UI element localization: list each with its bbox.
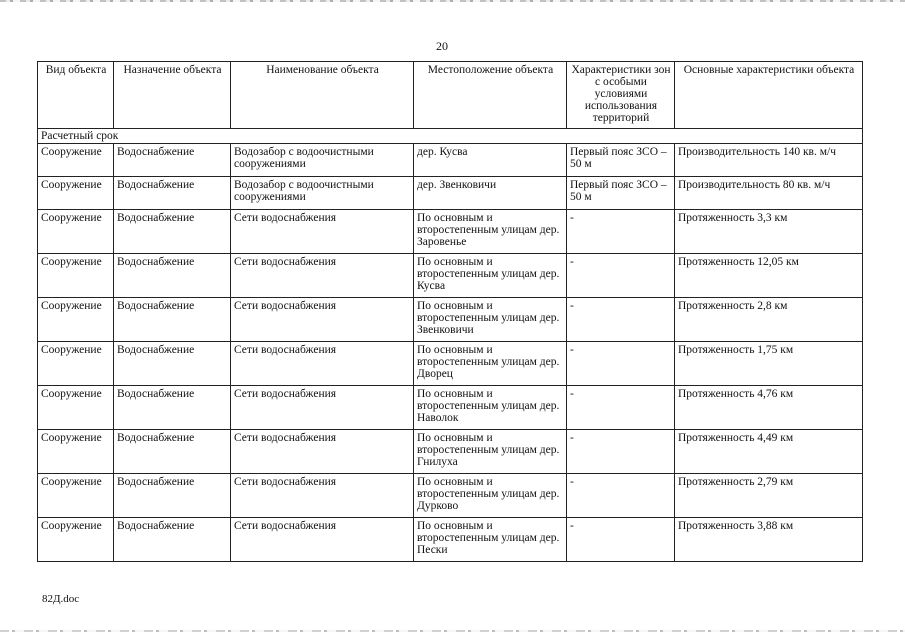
cell-object-name: Сети водоснабжения [231,254,414,298]
page-number: 20 [436,39,448,53]
cell-zone-characteristics: Первый пояс ЗСО – 50 м [567,177,675,210]
header-main-characteristics: Основные характеристики объекта [675,62,863,129]
table-row [38,518,863,562]
cell-object-purpose: Водоснабжение [114,210,231,254]
table-row [38,144,863,177]
cell-object-location: По основным и второстепенным улицам дер. Пески [414,518,567,562]
cell-main-characteristics: Протяженность 2,79 км [675,474,863,518]
cell-main-characteristics: Протяженность 2,8 км [675,298,863,342]
header-zone-characteristics: Характеристики зон с особыми условиями использования территорий [567,62,675,129]
cell-main-characteristics: Протяженность 12,05 км [675,254,863,298]
cell-object-purpose: Водоснабжение [114,342,231,386]
cell-object-location: По основным и второстепенным улицам дер. Дворец [414,342,567,386]
cell-zone-characteristics: - [567,518,675,562]
cell-zone-characteristics: - [567,210,675,254]
cell-object-purpose: Водоснабжение [114,518,231,562]
cell-object-name: Сети водоснабжения [231,210,414,254]
table-row [38,430,863,474]
cell-object-type: Сооружение [38,254,114,298]
table-row [38,210,863,254]
cell-zone-characteristics: - [567,342,675,386]
cell-object-location: дер. Кусва [414,144,567,177]
cell-main-characteristics: Производительность 80 кв. м/ч [675,177,863,210]
cell-object-name: Сети водоснабжения [231,474,414,518]
cell-object-location: По основным и второстепенным улицам дер. Заровенье [414,210,567,254]
cell-main-characteristics: Протяженность 3,3 км [675,210,863,254]
scan-edge-top [0,0,905,2]
header-object-location: Местоположение объекта [414,62,567,129]
cell-zone-characteristics: - [567,298,675,342]
cell-zone-characteristics: - [567,254,675,298]
section-row [38,129,863,144]
cell-zone-characteristics: - [567,474,675,518]
cell-object-purpose: Водоснабжение [114,474,231,518]
cell-object-purpose: Водоснабжение [114,430,231,474]
cell-object-name: Сети водоснабжения [231,518,414,562]
cell-object-purpose: Водоснабжение [114,254,231,298]
cell-object-type: Сооружение [38,298,114,342]
cell-object-purpose: Водоснабжение [114,298,231,342]
cell-main-characteristics: Протяженность 3,88 км [675,518,863,562]
cell-object-name: Водозабор с водоочистными сооружениями [231,177,414,210]
table-row [38,177,863,210]
cell-object-location: По основным и второстепенным улицам дер. Звенковичи [414,298,567,342]
cell-object-type: Сооружение [38,386,114,430]
cell-object-location: По основным и второстепенным улицам дер. Наволок [414,386,567,430]
table-row [38,254,863,298]
table-row [38,298,863,342]
header-object-name: Наименование объекта [231,62,414,129]
cell-main-characteristics: Производительность 140 кв. м/ч [675,144,863,177]
cell-main-characteristics: Протяженность 4,49 км [675,430,863,474]
cell-object-location: По основным и второстепенным улицам дер. Кусва [414,254,567,298]
cell-object-type: Сооружение [38,177,114,210]
cell-object-name: Водозабор с водоочистными сооружениями [231,144,414,177]
cell-main-characteristics: Протяженность 4,76 км [675,386,863,430]
cell-object-purpose: Водоснабжение [114,386,231,430]
table-row [38,342,863,386]
cell-object-purpose: Водоснабжение [114,144,231,177]
cell-zone-characteristics: - [567,386,675,430]
cell-object-location: дер. Звенковичи [414,177,567,210]
header-object-purpose: Назначение объекта [114,62,231,129]
table-row [38,474,863,518]
cell-object-name: Сети водоснабжения [231,298,414,342]
header-object-type: Вид объекта [38,62,114,129]
cell-object-name: Сети водоснабжения [231,342,414,386]
cell-object-purpose: Водоснабжение [114,177,231,210]
cell-object-location: По основным и второстепенным улицам дер. Дурково [414,474,567,518]
cell-object-name: Сети водоснабжения [231,430,414,474]
footer-filename: 82Д.doc [42,593,80,605]
scan-edge-bottom [0,630,905,632]
cell-object-type: Сооружение [38,210,114,254]
cell-zone-characteristics: Первый пояс ЗСО – 50 м [567,144,675,177]
cell-object-type: Сооружение [38,430,114,474]
cell-main-characteristics: Протяженность 1,75 км [675,342,863,386]
cell-object-type: Сооружение [38,144,114,177]
cell-object-type: Сооружение [38,518,114,562]
table-header-row [38,62,863,129]
cell-object-location: По основным и второстепенным улицам дер. Гнилуха [414,430,567,474]
table-row [38,386,863,430]
section-label: Расчетный срок [38,129,863,144]
cell-object-type: Сооружение [38,474,114,518]
objects-table [37,61,863,562]
cell-object-name: Сети водоснабжения [231,386,414,430]
cell-object-type: Сооружение [38,342,114,386]
cell-zone-characteristics: - [567,430,675,474]
